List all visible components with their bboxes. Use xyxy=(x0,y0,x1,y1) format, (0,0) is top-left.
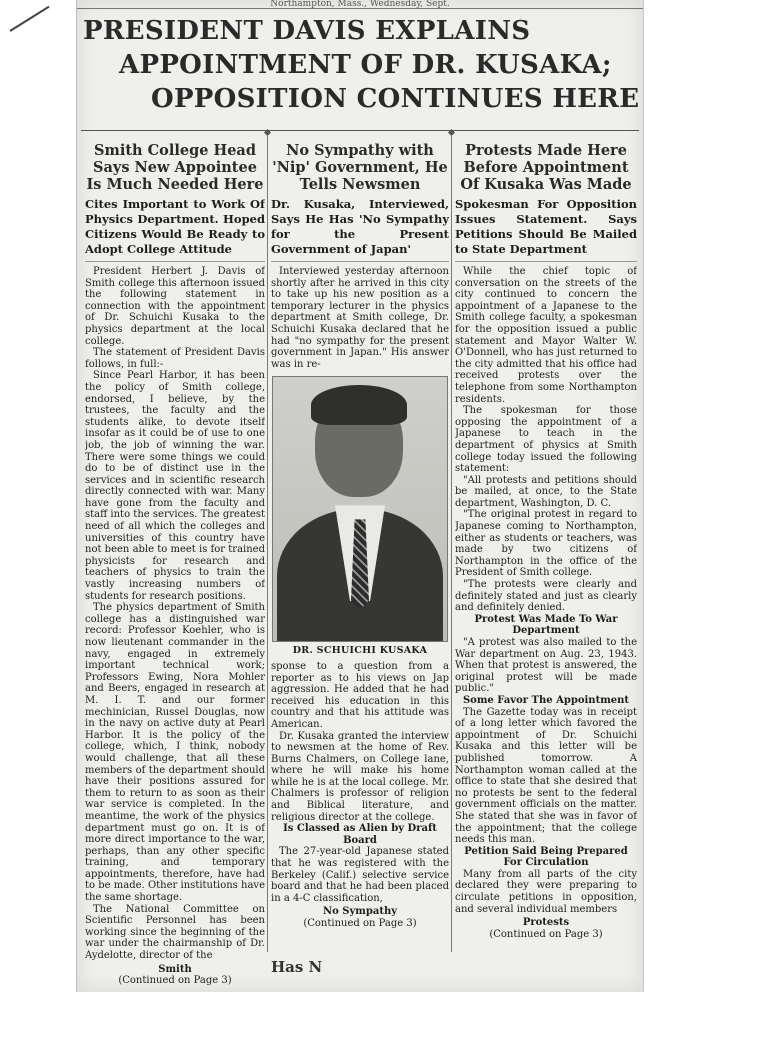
section-head: Is Classed as Alien by Draft Board xyxy=(283,823,437,846)
jump-line: (Continued on Page 3) xyxy=(118,975,232,986)
paragraph: Dr. Kusaka granted the interview to newsmen at the home of Rev. Burns Chalmers, on College lane, where he will make his home while he is at the local college. Mr. Chalmers is professor of religion and Biblical literature, and religious director at the college. xyxy=(271,730,449,823)
paragraph: "The original protest in regard to Japanese coming to Northampton, either as students or teachers, was made by two citizens of Northampton in the office of the President of Smith college. xyxy=(455,509,637,579)
paragraph: Interviewed yesterday afternoon shortly after he arrived in this city to take up his new position as a temporary lecturer in the physics department at Smith college, Dr. Schuichi Kusaka declared that he had "no sympathy for the present government in Japan." His answer was in re- xyxy=(271,266,449,370)
jump-label: Smith xyxy=(158,963,192,975)
paragraph: The statement of President Davis follows, in full:- xyxy=(85,347,265,370)
paragraph: While the chief topic of conversation on the streets of the city continued to concern the appointment of a Japanese to the Smith college faculty, a spokesman for the opposition issued a public statement and Mayor Walter W. O'Donnell, who has just returned to the city admitted that his office had received protests over the telephone from some Northampton residents. xyxy=(455,266,637,405)
column-deck: Dr. Kusaka, Interviewed, Says He Has 'No Sympathy for the Present Government of Japan' xyxy=(271,197,449,262)
column-kusaka-interview xyxy=(271,136,449,986)
column-subhead: Protests Made Here Before Appointment Of Kusaka Was Made xyxy=(460,142,632,193)
section-head: Petition Said Being Prepared For Circulation xyxy=(464,845,628,869)
paragraph: The 27-year-old Japanese stated that he was registered with the Berkeley (Calif.) selective service board and that he had been placed in a 4-C classification, xyxy=(271,846,449,904)
paragraph: "The protests were clearly and definitely stated and just as clearly and definitely denied. xyxy=(455,579,637,614)
paragraph: The Gazette today was in receipt of a long letter which favored the appointment of Dr. Schuichi Kusaka and this letter will be published tomorrow. A Northampton woman called at the office to state that she desired that no protests be sent to the federal government officials on the matter. She stated that she was in favor of the appointment; that the college needs this man. xyxy=(455,706,637,846)
headline-line-3: OPPOSITION CONTINUES HERE xyxy=(151,84,640,114)
jump-line: (Continued on Page 3) xyxy=(303,918,417,929)
dateline: Northampton, Mass., Wednesday, Sept. xyxy=(77,0,643,9)
jump-label: Protests xyxy=(522,917,570,929)
section-head: Some Favor The Appointment xyxy=(462,694,630,706)
column-rule xyxy=(451,136,452,952)
paragraph: The National Committee on Scientific Personnel has been working since the beginning of the war under the chairmanship of Dr. Aydelotte, director of the xyxy=(85,903,265,962)
paragraph: Many from all parts of the city declared they were preparing to circulate petitions in opposition, and several individual members xyxy=(455,868,637,915)
paragraph: "All protests and petitions should be mailed, at once, to the State department, Washington, D. C. xyxy=(455,474,637,509)
paragraph: The spokesman for those opposing the appointment of a Japanese to teach in the department of physics at Smith college today issued the following statement: xyxy=(455,405,637,475)
next-story-fragment: Has N xyxy=(271,958,323,976)
headline-line-2: APPOINTMENT OF DR. KUSAKA; xyxy=(119,50,612,80)
column-opposition-protests xyxy=(455,136,637,986)
column-rule xyxy=(267,136,268,952)
newspaper-clipping xyxy=(76,0,644,992)
jump-label: No Sympathy xyxy=(322,906,398,918)
headline-line-1: PRESIDENT DAVIS EXPLAINS xyxy=(83,16,531,46)
paragraph: sponse to a question from a reporter as to his views on Jap aggression. He added that he had received his education in this country and that his attitude was American. xyxy=(271,660,449,730)
main-headline xyxy=(81,14,640,116)
paragraph: "A protest was also mailed to the War department on Aug. 23, 1943. When that protest is answered, the original protest will be made public." xyxy=(455,637,637,695)
column-deck: Spokesman For Opposition Issues Statement. Says Petitions Should Be Mailed to State Department xyxy=(455,197,637,262)
paragraph: President Herbert J. Davis of Smith college this afternoon issued the following statement in connection with the appointment of Dr. Schuichi Kusaka to the physics department at the local college. xyxy=(85,266,265,347)
jump-line: (Continued on Page 3) xyxy=(489,928,603,940)
portrait-photo xyxy=(272,376,448,642)
column-subhead: No Sympathy with 'Nip' Government, He Tells Newsmen xyxy=(272,142,448,193)
headline-rule xyxy=(81,130,639,131)
column-davis-statement xyxy=(85,136,265,986)
paragraph: Since Pearl Harbor, it has been the policy of Smith college, endorsed, I believe, by the trustees, the faculty and the students alike, to devote itself insofar as it could be of use to one job, the job of winning the war. There were some things we could do to be of distinct use in the services and in scientific research directly connected with war. Many have gone from the faculty and staff into the services. The greatest need of all which the colleges and universities of this country have not been able to meet is for trained physicists for research and teachers of physics to train the vastly increasing numbers of students for research positions. xyxy=(85,370,265,602)
photo-caption: DR. SCHUICHI KUSAKA xyxy=(292,645,428,657)
scan-pen-mark xyxy=(9,6,49,32)
photo-hair xyxy=(311,385,407,425)
section-head: Protest Was Made To War Department xyxy=(474,613,618,637)
column-deck: Cites Important to Work Of Physics Department. Hoped Citizens Would Be Ready to Adopt College Attitude xyxy=(85,197,265,262)
paragraph: The physics department of Smith college has a distinguished war record: Professor Koehler, who is now lieutenant commander in the navy, engaged in extremely important technical work; Professors Ewing, Nora Mohler and Beers, engaged in research at M. I. T. and our former mechinician, Russel Douglas, now in the navy on active duty at Pearl Harbor. It is the policy of the college, which, I think, nobody would challenge, that all these members of the department should have their positions assured for them to return to as soon as their war service is completed. In the meantime, the work of the physics department must go on. It is of more direct importance to the war, perhaps, than any other specific training, and temporary appointments, therefore, have had to be made. Other institutions have the same shortage. xyxy=(85,602,265,904)
column-subhead: Smith College Head Says New Appointee Is Much Needed Here xyxy=(86,142,264,193)
